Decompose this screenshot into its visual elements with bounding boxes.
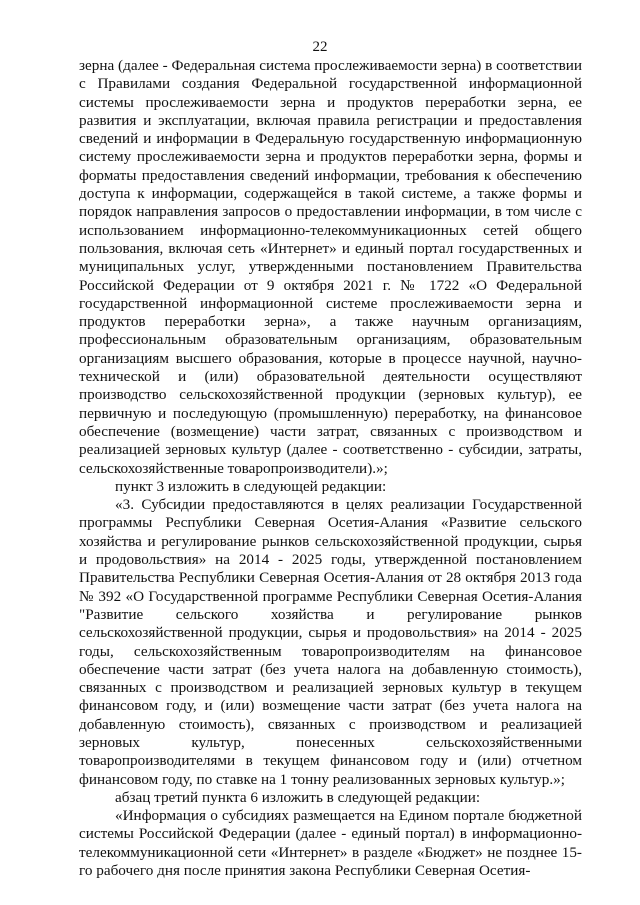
document-body xyxy=(79,57,582,880)
page-number: 22 xyxy=(312,39,328,55)
paragraph-amend-point-3: пункт 3 изложить в следующей редакции: xyxy=(115,477,387,495)
paragraph-amend-point-6: абзац третий пункта 6 изложить в следующей редакции: xyxy=(115,788,481,806)
paragraph-point-3-text: «3. Субсидии предоставляются в целях реализации Государственной программы Республики Северная Осетия-Алания «Развитие сельского хозяйства и регулирование рынков сельскохозяйственной продукции, сырья и продовольствия» на 2014 - 2025 годы, утвержденной постановлением Правительства Республики Северная Осетия-Алания от 28 октября 2013 года № 392 «О Государственной программе Республики Северная Осетия-Алания "Развитие сельского хозяйства и регулирование рынков сельскохозяйственной продукции, сырья и продовольствия» на 2014 - 2025 годы, сельскохозяйственным товаропроизводителям на финансовое обеспечение части затрат (без учета налога на добавленную стоимость), связанных с производством и реализацией зерновых культур в текущем финансовом году, и (или) возмещение части затрат (без учета налога на добавленную стоимость), связанных с производством и реализацией зерновых культур, понесенных сельскохозяйственными товаропроизводителями в текущем финансовом году и (или) отчетном финансовом году, по ставке на 1 тонну реализованных зерновых культур.»; xyxy=(79,496,582,788)
paragraph-continuation: зерна (далее - Федеральная система прослеживаемости зерна) в соответствии с Правилами создания Федеральной государственной информационной системы прослеживаемости зерна и продуктов переработки зерна, ее развития и эксплуатации, включая правила регистрации и предоставления сведений и информации в Федеральную государственную информационную систему прослеживаемости зерна и продуктов переработки зерна, формы и форматы предоставления сведений информации, требования к обеспечению доступа к информации, содержащейся в такой системе, а также формы и порядок направления запросов о предоставлении информации, в том числе с использованием информационно-телекоммуникационных сетей общего пользования, включая сеть «Интернет» и единый портал государственных и муниципальных услуг, утвержденными постановлением Правительства Российской Федерации от 9 октября 2021 г. № 1722 «О Федеральной государственной информационной системе прослеживаемости зерна и продуктов переработки зерна», а также научным организациям, профессиональным образовательным организациям, образовательным организациям высшего образования, которые в процессе научной, научно-технической и (или) образовательной деятельности осуществляют производство сельскохозяйственной продукции (зерновых культур), ее первичную и последующую (промышленную) переработку, на финансовое обеспечение (возмещение) части затрат, связанных с производством и реализацией зерновых культур (далее - соответственно - субсидии, затраты, сельскохозяйственные товаропроизводители).»; xyxy=(79,57,582,477)
paragraph-point-6-text: «Информация о субсидиях размещается на Едином портале бюджетной системы Российской Федерации (далее - единый портал) в информационно-телекоммуникационной сети «Интернет» в разделе «Бюджет» не позднее 15-го рабочего дня после принятия закона Республики Северная Осетия- xyxy=(79,807,582,880)
